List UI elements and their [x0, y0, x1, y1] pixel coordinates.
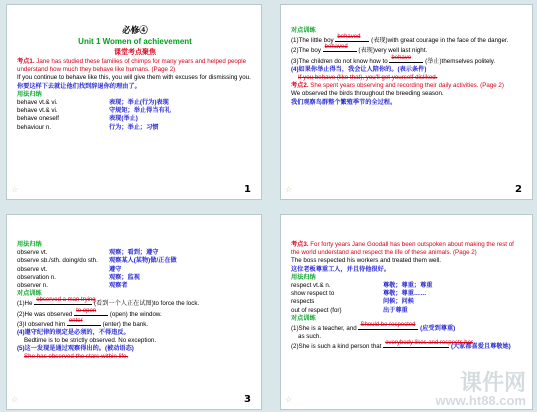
unit-title: Unit 1 Women of achievement	[78, 37, 192, 47]
vocab-row: behave vt.& vi. 守规矩；举止得当有礼	[17, 107, 171, 115]
star-icon: ☆	[285, 185, 293, 194]
kaodian-1	[17, 58, 253, 74]
vocab-row: observe vt. 观察；看到；遵守	[17, 249, 159, 257]
section-heading: 课堂考点聚焦	[114, 48, 156, 56]
example-translation: 我们观察鸟群整个繁殖季节的全过程。	[291, 98, 397, 106]
vocab-list	[17, 99, 253, 132]
vocab-row: observe vt. 遵守	[17, 265, 122, 273]
answer-blank[interactable]: observed a man trying	[36, 297, 96, 304]
answer-blank[interactable]: everybody likes and respects her	[385, 340, 473, 347]
slide-4[interactable]	[280, 214, 533, 410]
answer-blank[interactable]: behave	[389, 56, 423, 63]
vocab-row: behave oneself 表现(举止)	[17, 115, 138, 123]
exercise-answer: If you behave (like that), you'll get yourself disliked.	[298, 73, 438, 81]
exercise-item: (2)The boy behaved (表现)very well last night.	[291, 44, 428, 55]
example-sentence: The boss respected his workers and treated them well.	[291, 257, 441, 265]
vocab-row: observe sb./sth. doing/do sth. 观察某人(某物)做/正在做	[17, 257, 177, 265]
exercise-item: (3)The children do not know how to behave (举止)themselves politely.	[291, 54, 496, 65]
exercise-answer: Bedtime is to be strictly observed. No exception.	[24, 337, 157, 345]
exercise-answer: She has observed the stars within life.	[24, 353, 129, 361]
exercise-item: (2)She is such a kind person that everybody likes and respects her (大家都喜爱且尊敬她)	[291, 340, 511, 351]
kaodian-label: 考点1.	[17, 58, 35, 65]
answer-blank[interactable]: behaved	[335, 35, 369, 42]
example-sentence: We observed the birds throughout the breeding season.	[291, 90, 444, 98]
exercise-item: as such.	[298, 333, 322, 341]
star-icon: ☆	[11, 395, 19, 404]
kaodian-text: Jane has studied these families of chimps for many years and helped people understand how much they behave like humans. (Page 2)	[17, 58, 247, 74]
vocab-row: respects 问候；问候	[291, 298, 414, 306]
exercise-item: (4)遵守纪律的规定是必须的，不得违反。	[17, 328, 130, 336]
exercise-heading: 对点训练	[291, 27, 316, 34]
kaodian-text: She spent years observing and recording their daily activities. (Page 2)	[310, 82, 504, 90]
slide-2[interactable]	[280, 4, 533, 200]
slide-3[interactable]	[6, 214, 262, 410]
usage-heading: 用法归纳	[17, 90, 42, 98]
vocab-row: show respect to 尊敬；尊重……	[291, 290, 427, 298]
star-icon: ☆	[11, 185, 19, 194]
example-translation: 这位老板尊重工人，并且待他很好。	[291, 265, 390, 273]
usage-heading: 用法归纳	[291, 273, 316, 281]
kaodian-2	[291, 82, 524, 90]
vocab-row: respect vt.& n. 尊敬；尊重；尊重	[291, 281, 433, 289]
vocab-row: out of respect (for) 出于尊重	[291, 306, 408, 314]
kaodian-label: 考点2.	[291, 82, 309, 90]
exercise-item: (2)He was observed to open (open) the window.	[17, 307, 162, 318]
slide-title: 必修④	[122, 25, 148, 35]
example-translation: 你要这样下去就让他们找到辞退你的理由了。	[17, 82, 141, 90]
page-number: 3	[244, 394, 251, 405]
slide-1[interactable]	[6, 4, 262, 200]
page-number: 1	[244, 184, 251, 195]
answer-blank[interactable]: enter	[67, 319, 101, 326]
answer-blank[interactable]: behaved	[323, 45, 357, 52]
watermark: 课件网 www.ht88.com	[435, 370, 526, 408]
kaodian-3	[291, 241, 524, 257]
answer-blank[interactable]: to open	[74, 309, 108, 316]
answer-blank[interactable]: Should be respected	[358, 323, 418, 330]
vocab-row: behave vt.& vi. 表现；举止(行为)表现	[17, 98, 169, 106]
exercise-heading: 对点训练	[291, 314, 316, 322]
exercise-item: (3)I observed him enter (enter) the bank.	[17, 317, 149, 328]
exercise-item: (5)这一发现是通过观察得出的。(被动语态)	[17, 345, 134, 353]
kaodian-text: For forty years Jane Goodall has been outspoken about making the rest of the world understand and respect the life of these animals. (Page 2)	[291, 241, 514, 257]
exercise-item: (1)She is a teacher, and Should be respected (应受到尊重)	[291, 321, 456, 332]
star-icon: ☆	[285, 395, 293, 404]
exercise-item: (4)如果你举止得当，我会让人陪你的。(表示条件)	[291, 65, 427, 73]
exercise-item: (1)He observed a man trying (看到一个人正在试图)to force the lock.	[17, 297, 200, 308]
vocab-row: observer n. 观察者	[17, 281, 128, 289]
example-sentence: If you continue to behave like this, you will give them with excuses for dismissing you.	[17, 74, 251, 82]
vocab-row: behaviour n. 行为；举止；习惯	[17, 123, 159, 131]
kaodian-label: 考点3.	[291, 241, 309, 248]
usage-heading: 用法归纳	[17, 241, 42, 248]
exercise-heading: 对点训练	[17, 290, 42, 298]
page-number: 2	[515, 184, 522, 195]
vocab-row: observation n. 观察；监视	[17, 273, 140, 281]
exercise-item: (1)The little boy behaved (表现)with great courage in the face of the danger.	[291, 34, 509, 45]
